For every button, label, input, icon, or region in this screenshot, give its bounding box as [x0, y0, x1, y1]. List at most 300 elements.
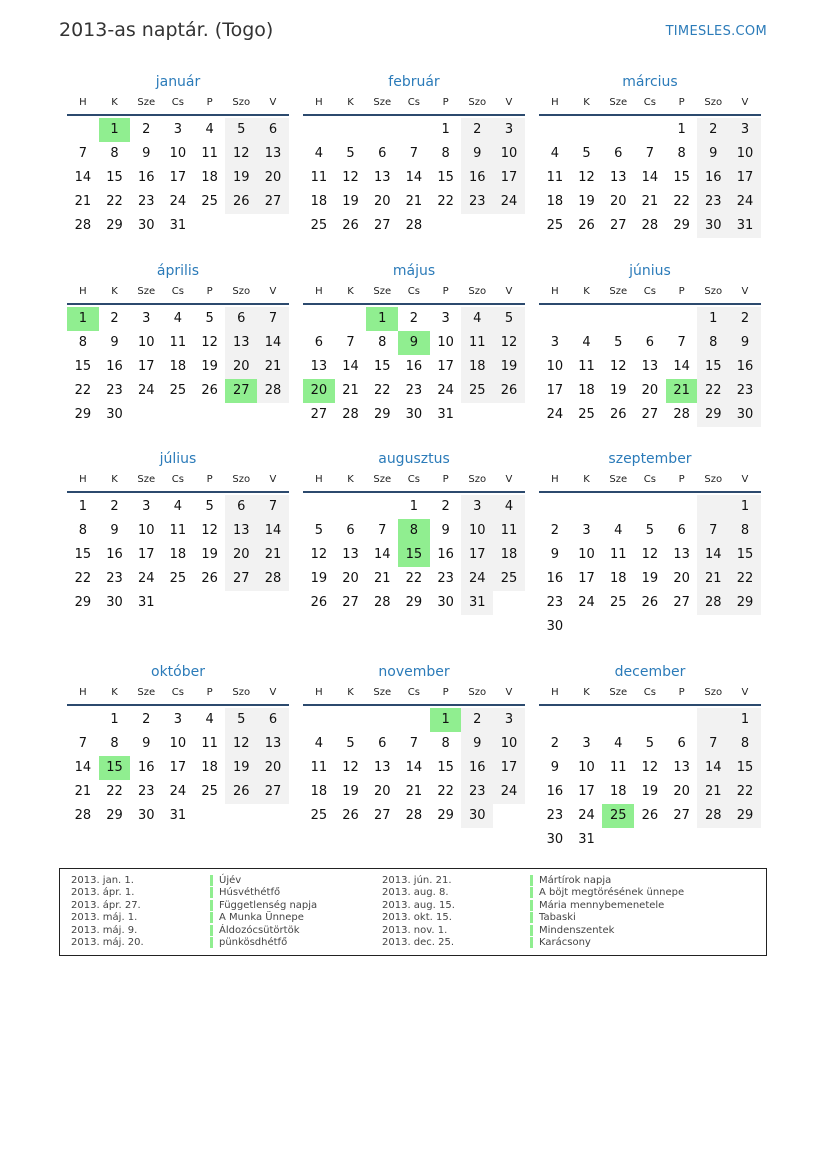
holiday-day-cell: 9 — [398, 331, 430, 355]
weekday-label: V — [741, 97, 749, 108]
day-cell: 13 — [673, 547, 690, 562]
day-cell: 7 — [257, 495, 289, 519]
day-cell: 16 — [106, 359, 123, 374]
day-cell: 6 — [257, 118, 289, 142]
weekday-label: P — [442, 97, 449, 108]
day-cell: 11 — [493, 519, 525, 543]
day-cell: 26 — [201, 383, 218, 398]
holiday-day-cell: 15 — [398, 543, 430, 567]
day-cell: 2 — [110, 311, 119, 326]
week-row — [539, 828, 761, 852]
week-row — [67, 118, 289, 142]
day-cell: 15 — [437, 170, 454, 185]
header-divider — [539, 491, 761, 493]
day-cell: 18 — [169, 547, 187, 562]
weekday-label: Cs — [407, 286, 420, 297]
day-cell: 29 — [373, 407, 391, 422]
day-cell: 10 — [437, 335, 454, 350]
day-cell: 9 — [142, 736, 151, 751]
day-cell: 16 — [697, 166, 729, 190]
weekday-label: H — [315, 687, 323, 698]
day-cell: 3 — [582, 523, 591, 538]
day-cell: 5 — [346, 146, 355, 161]
day-cell: 18 — [169, 359, 187, 374]
weekday-label: Cs — [171, 474, 184, 485]
day-cell: 12 — [342, 760, 359, 775]
day-cell: 27 — [342, 595, 359, 610]
day-cell: 29 — [405, 595, 423, 610]
weekday-label: Szo — [468, 474, 487, 485]
day-cell: 1 — [677, 122, 686, 137]
header-divider — [303, 704, 525, 706]
day-cell: 3 — [493, 118, 525, 142]
week-row — [303, 495, 525, 519]
day-cell: 14 — [641, 170, 659, 185]
day-cell: 23 — [137, 194, 155, 209]
day-cell: 14 — [697, 756, 729, 780]
day-cell: 20 — [609, 194, 627, 209]
day-cell: 6 — [346, 523, 355, 538]
day-cell: 2 — [697, 118, 729, 142]
day-cell: 4 — [314, 146, 323, 161]
empty-day-cell — [602, 307, 634, 331]
day-cell: 30 — [546, 832, 564, 847]
week-row — [67, 495, 289, 519]
legend-date: 2013. aug. 8. — [382, 887, 449, 899]
legend-holiday-name: pünkösdhétfő — [210, 937, 287, 948]
header-divider — [67, 704, 289, 706]
holiday-day-cell: 27 — [225, 379, 257, 403]
day-cell: 16 — [546, 571, 564, 586]
day-cell: 5 — [645, 736, 655, 751]
weekday-label: P — [442, 286, 449, 297]
week-row — [67, 166, 289, 190]
day-cell: 27 — [641, 407, 659, 422]
day-cell: 29 — [697, 403, 729, 427]
month-name: november — [378, 664, 450, 680]
empty-day-cell — [461, 214, 493, 238]
day-cell: 4 — [205, 122, 214, 137]
day-cell: 20 — [641, 383, 659, 398]
week-row — [539, 495, 761, 519]
week-row — [539, 355, 761, 379]
day-cell: 11 — [461, 331, 493, 355]
weekday-label: V — [741, 474, 749, 485]
day-cell: 25 — [609, 595, 627, 610]
week-row — [67, 591, 289, 615]
weekday-header — [67, 469, 289, 490]
day-cell: 16 — [437, 547, 454, 562]
month-name: július — [159, 451, 197, 467]
day-cell: 25 — [310, 808, 328, 823]
day-cell: 25 — [169, 383, 187, 398]
weekday-label: K — [583, 687, 590, 698]
weekday-label: Sze — [609, 474, 628, 485]
day-cell: 21 — [373, 571, 391, 586]
day-cell: 23 — [546, 595, 564, 610]
weekday-header — [539, 281, 761, 302]
empty-day-cell — [697, 495, 729, 519]
day-cell: 28 — [257, 567, 289, 591]
day-cell: 4 — [461, 307, 493, 331]
weekday-label: K — [111, 286, 118, 297]
weekday-label: H — [551, 474, 559, 485]
day-cell: 23 — [106, 383, 123, 398]
day-cell: 15 — [729, 543, 761, 567]
week-row — [539, 519, 761, 543]
day-cell: 9 — [697, 142, 729, 166]
day-cell: 6 — [225, 495, 257, 519]
day-cell: 7 — [677, 335, 686, 350]
weekday-label: Cs — [171, 286, 184, 297]
empty-day-cell — [225, 591, 257, 615]
day-cell: 11 — [546, 170, 564, 185]
day-cell: 8 — [378, 335, 387, 350]
week-row — [303, 403, 525, 427]
week-row — [67, 355, 289, 379]
empty-day-cell — [602, 708, 634, 732]
weekday-label: Sze — [137, 687, 156, 698]
day-cell: 30 — [729, 403, 761, 427]
day-cell: 1 — [110, 712, 119, 727]
day-cell: 29 — [729, 804, 761, 828]
day-cell: 17 — [578, 784, 595, 799]
weekday-label: Cs — [643, 97, 656, 108]
day-cell: 19 — [201, 359, 218, 374]
weekday-label: V — [269, 474, 277, 485]
week-row — [67, 708, 289, 732]
legend-name-row — [210, 875, 317, 887]
weekday-label: V — [741, 687, 749, 698]
empty-day-cell — [666, 615, 698, 639]
day-cell: 13 — [342, 547, 359, 562]
day-cell: 12 — [609, 359, 627, 374]
day-cell: 24 — [169, 194, 187, 209]
legend-dates-left — [71, 875, 144, 949]
day-cell: 9 — [729, 331, 761, 355]
day-cell: 2 — [550, 736, 559, 751]
week-row — [303, 756, 525, 780]
month-8 — [303, 449, 525, 615]
weekday-label: Szo — [468, 286, 487, 297]
day-cell: 21 — [405, 784, 423, 799]
week-row — [539, 780, 761, 804]
day-cell: 5 — [314, 523, 323, 538]
day-cell: 1 — [729, 708, 761, 732]
week-row — [67, 567, 289, 591]
day-cell: 18 — [493, 543, 525, 567]
weekday-label: Cs — [643, 286, 656, 297]
legend-date: 2013. okt. 15. — [382, 912, 452, 924]
week-row — [303, 190, 525, 214]
day-cell: 17 — [137, 547, 155, 562]
day-cell: 25 — [493, 567, 525, 591]
day-cell: 11 — [310, 760, 328, 775]
header-divider — [539, 303, 761, 305]
empty-day-cell — [335, 708, 367, 732]
day-cell: 7 — [645, 146, 655, 161]
day-cell: 24 — [578, 595, 595, 610]
weekday-label: Szo — [232, 687, 251, 698]
day-cell: 17 — [169, 170, 187, 185]
day-cell: 1 — [441, 122, 450, 137]
day-cell: 13 — [641, 359, 659, 374]
weekday-header — [539, 469, 761, 490]
day-cell: 1 — [409, 499, 419, 514]
day-cell: 27 — [225, 567, 257, 591]
day-cell: 5 — [645, 523, 655, 538]
weekday-label: Sze — [373, 687, 392, 698]
header-divider — [303, 303, 525, 305]
day-cell: 15 — [697, 355, 729, 379]
week-row — [303, 519, 525, 543]
day-cell: 12 — [641, 547, 659, 562]
week-row — [539, 307, 761, 331]
day-cell: 22 — [373, 383, 391, 398]
day-cell: 26 — [641, 595, 659, 610]
month-11 — [303, 662, 525, 828]
day-cell: 9 — [110, 335, 119, 350]
day-cell: 22 — [697, 379, 729, 403]
day-cell: 10 — [729, 142, 761, 166]
empty-day-cell — [666, 708, 698, 732]
empty-day-cell — [539, 307, 571, 331]
day-cell: 16 — [106, 547, 123, 562]
legend-holiday-name: Függetlenség napja — [210, 900, 317, 911]
month-7 — [67, 449, 289, 615]
weekday-label: V — [269, 687, 277, 698]
day-cell: 6 — [614, 146, 623, 161]
day-cell: 21 — [342, 383, 359, 398]
day-cell: 21 — [74, 194, 92, 209]
empty-day-cell — [366, 118, 398, 142]
week-row — [303, 379, 525, 403]
holiday-day-cell: 15 — [99, 756, 131, 780]
empty-day-cell — [366, 495, 398, 519]
day-cell: 7 — [409, 736, 419, 751]
day-cell: 6 — [378, 736, 387, 751]
weekday-label: H — [79, 687, 87, 698]
weekday-label: Szo — [704, 687, 723, 698]
month-name: február — [388, 74, 440, 90]
day-cell: 11 — [578, 359, 595, 374]
week-row — [303, 214, 525, 238]
holiday-day-cell: 1 — [430, 708, 462, 732]
empty-day-cell — [303, 307, 335, 331]
day-cell: 19 — [310, 571, 328, 586]
legend-name-row — [530, 912, 684, 924]
holiday-day-cell: 20 — [303, 379, 335, 403]
week-row — [539, 708, 761, 732]
day-cell: 4 — [205, 712, 214, 727]
day-cell: 2 — [142, 712, 151, 727]
day-cell: 7 — [78, 736, 87, 751]
day-cell: 26 — [310, 595, 328, 610]
legend-date: 2013. jún. 21. — [382, 875, 452, 886]
weekday-header — [67, 281, 289, 302]
day-cell: 26 — [641, 808, 659, 823]
empty-day-cell — [571, 495, 603, 519]
day-cell: 12 — [310, 547, 328, 562]
header-divider — [539, 114, 761, 116]
legend-holiday-name: A Munka Ünnepe — [210, 912, 304, 923]
empty-day-cell — [493, 214, 525, 238]
week-row — [539, 403, 761, 427]
day-cell: 19 — [201, 547, 218, 562]
header-divider — [67, 114, 289, 116]
day-cell: 23 — [137, 784, 155, 799]
weekday-label: V — [505, 474, 513, 485]
day-cell: 15 — [373, 359, 391, 374]
month-4 — [67, 261, 289, 427]
day-cell: 6 — [257, 708, 289, 732]
day-cell: 21 — [641, 194, 659, 209]
day-cell: 5 — [493, 307, 525, 331]
day-cell: 10 — [493, 142, 525, 166]
day-cell: 11 — [310, 170, 328, 185]
day-cell: 21 — [697, 567, 729, 591]
week-row — [67, 732, 289, 756]
day-cell: 3 — [582, 736, 591, 751]
day-cell: 31 — [137, 595, 155, 610]
legend-date: 2013. máj. 9. — [71, 924, 138, 936]
weekday-label: K — [111, 687, 118, 698]
day-cell: 17 — [437, 359, 454, 374]
week-row — [539, 615, 761, 639]
day-cell: 19 — [641, 784, 659, 799]
day-cell: 30 — [106, 595, 123, 610]
brand-link[interactable]: TIMESLES.COM — [665, 24, 767, 39]
day-cell: 15 — [74, 359, 92, 374]
header-divider — [539, 704, 761, 706]
day-cell: 30 — [137, 218, 155, 233]
day-cell: 24 — [137, 571, 155, 586]
holiday-day-cell: 1 — [67, 307, 99, 331]
weekday-label: P — [678, 97, 685, 108]
day-cell: 22 — [729, 567, 761, 591]
day-cell: 2 — [409, 311, 419, 326]
day-cell: 31 — [169, 808, 187, 823]
empty-day-cell — [194, 214, 226, 238]
day-cell: 3 — [493, 708, 525, 732]
week-row — [303, 543, 525, 567]
month-name: október — [151, 664, 205, 680]
day-cell: 24 — [493, 190, 525, 214]
empty-day-cell — [225, 214, 257, 238]
day-cell: 18 — [578, 383, 595, 398]
day-cell: 19 — [641, 571, 659, 586]
week-row — [67, 190, 289, 214]
month-6 — [539, 261, 761, 427]
month-2 — [303, 72, 525, 238]
day-cell: 10 — [578, 760, 595, 775]
month-10 — [67, 662, 289, 828]
day-cell: 17 — [169, 760, 187, 775]
legend-holiday-name: Karácsony — [530, 937, 591, 948]
day-cell: 14 — [74, 760, 92, 775]
day-cell: 14 — [373, 547, 391, 562]
empty-day-cell — [194, 804, 226, 828]
day-cell: 26 — [578, 218, 595, 233]
day-cell: 14 — [405, 170, 423, 185]
day-cell: 6 — [677, 523, 686, 538]
week-row — [539, 214, 761, 238]
week-row — [303, 804, 525, 828]
day-cell: 8 — [110, 146, 119, 161]
weekday-label: H — [551, 286, 559, 297]
day-cell: 5 — [582, 146, 591, 161]
weekday-label: K — [111, 97, 118, 108]
week-row — [303, 331, 525, 355]
weekday-label: P — [678, 474, 685, 485]
week-row — [303, 780, 525, 804]
weekday-label: Sze — [373, 286, 392, 297]
day-cell: 5 — [225, 118, 257, 142]
day-cell: 5 — [614, 335, 623, 350]
day-cell: 3 — [173, 122, 183, 137]
day-cell: 31 — [729, 214, 761, 238]
weekday-label: Sze — [373, 474, 392, 485]
day-cell: 9 — [461, 732, 493, 756]
day-cell: 29 — [729, 591, 761, 615]
weekday-header — [303, 281, 525, 302]
empty-day-cell — [634, 307, 666, 331]
day-cell: 20 — [673, 571, 690, 586]
day-cell: 27 — [373, 218, 391, 233]
week-row — [67, 543, 289, 567]
day-cell: 22 — [405, 571, 423, 586]
empty-day-cell — [666, 495, 698, 519]
day-cell: 4 — [614, 523, 623, 538]
holiday-legend — [59, 868, 767, 956]
month-name: március — [622, 74, 678, 90]
day-cell: 11 — [609, 760, 627, 775]
day-cell: 20 — [373, 194, 391, 209]
month-name: április — [156, 263, 200, 279]
page-title: 2013-as naptár. (Togo) — [59, 19, 274, 41]
empty-day-cell — [398, 708, 430, 732]
day-cell: 19 — [342, 194, 359, 209]
day-cell: 17 — [461, 543, 493, 567]
day-cell: 1 — [697, 307, 729, 331]
weekday-label: K — [347, 687, 354, 698]
empty-day-cell — [634, 828, 666, 852]
day-cell: 21 — [257, 543, 289, 567]
day-cell: 13 — [310, 359, 328, 374]
day-cell: 16 — [546, 784, 564, 799]
month-name: június — [629, 263, 671, 279]
day-cell: 16 — [461, 166, 493, 190]
day-cell: 8 — [697, 331, 729, 355]
empty-day-cell — [539, 495, 571, 519]
weekday-header — [303, 469, 525, 490]
empty-day-cell — [303, 118, 335, 142]
weekday-label: Sze — [137, 286, 156, 297]
weekday-label: P — [678, 286, 685, 297]
month-5 — [303, 261, 525, 427]
day-cell: 17 — [137, 359, 155, 374]
day-cell: 30 — [437, 595, 454, 610]
day-cell: 27 — [310, 407, 328, 422]
day-cell: 29 — [106, 808, 123, 823]
empty-day-cell — [697, 828, 729, 852]
day-cell: 18 — [310, 784, 328, 799]
empty-day-cell — [67, 118, 99, 142]
day-cell: 20 — [225, 543, 257, 567]
weekday-label: K — [583, 97, 590, 108]
weekday-label: P — [206, 474, 213, 485]
legend-holiday-name: Újév — [210, 875, 241, 886]
